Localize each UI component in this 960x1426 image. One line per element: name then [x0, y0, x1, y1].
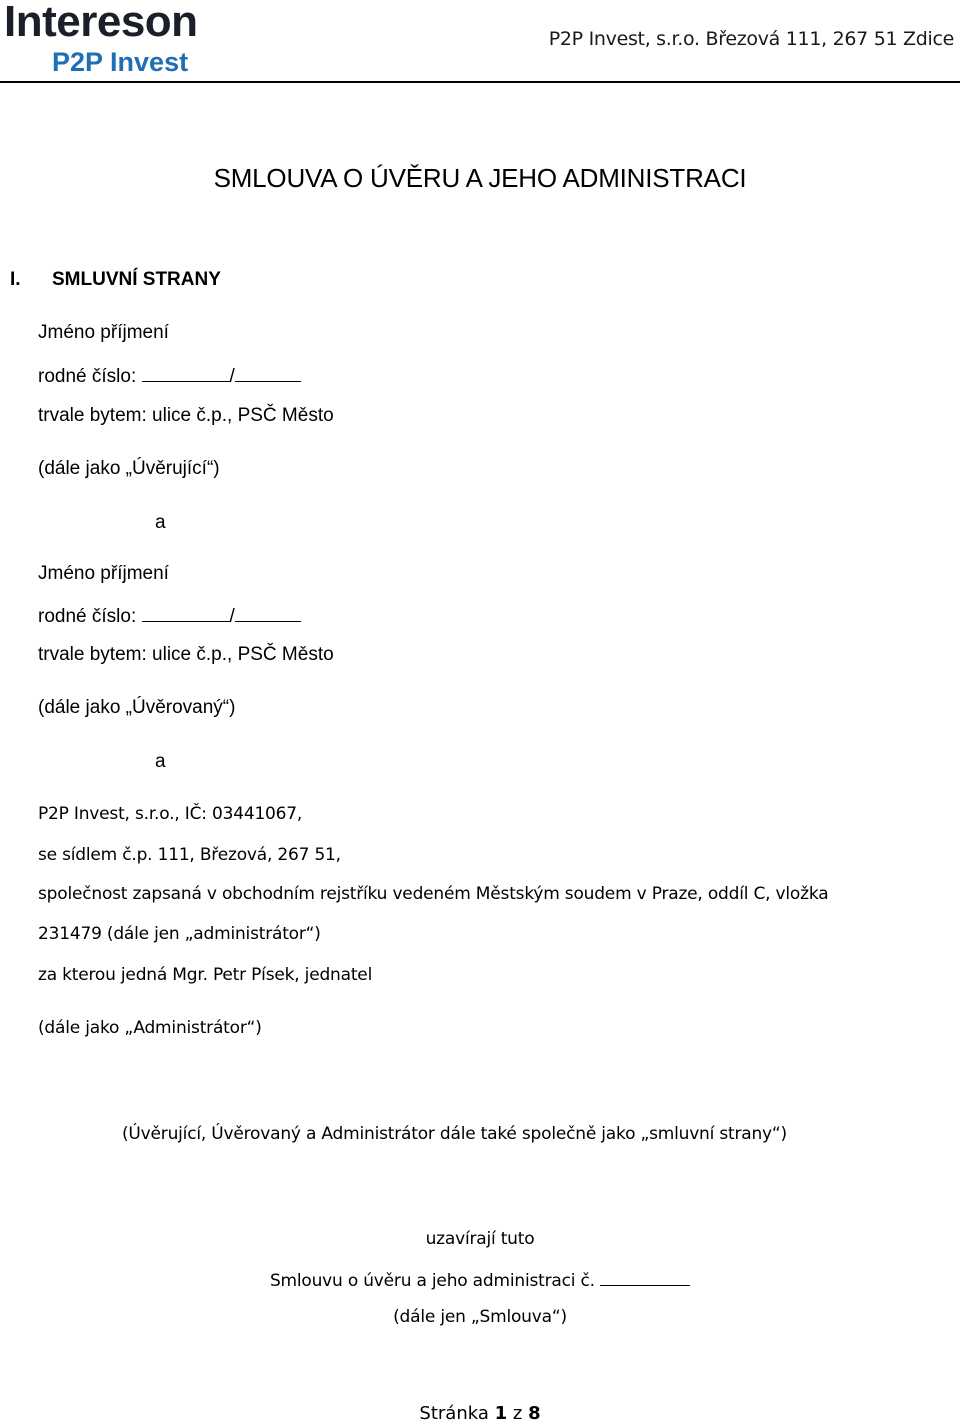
party2-birth-number [38, 604, 301, 628]
party2-name: Jméno příjmení [38, 563, 169, 584]
party3-register-line1: společnost zapsaná v obchodním rejstříku vedeném Městským soudem v Praze, oddíl C, vložka [38, 884, 829, 904]
party3-role: (dále jako „Administrátor“) [38, 1018, 262, 1038]
birth-number-slash: / [229, 606, 235, 627]
page-footer [0, 1403, 960, 1424]
party3-company: P2P Invest, s.r.o., IČ: 03441067, [38, 804, 303, 824]
party3-seat: se sídlem č.p. 111, Březová, 267 51, [38, 845, 341, 865]
header-divider [0, 81, 960, 83]
party2-address: trvale bytem: ulice č.p., PSČ Město [38, 644, 334, 665]
birth-number-label: rodné číslo: [38, 366, 137, 387]
party1-address: trvale bytem: ulice č.p., PSČ Město [38, 405, 334, 426]
logo-subtitle: P2P Invest [52, 47, 189, 77]
party1-birth-number [38, 364, 301, 388]
conjunction-and: a [155, 512, 166, 533]
contract-number-line [0, 1268, 960, 1291]
section-number: I. [10, 269, 21, 290]
birth-number-blank-1 [142, 604, 230, 622]
intereson-logo [4, 0, 276, 78]
contract-number-blank [600, 1268, 690, 1286]
page-label: Stránka [419, 1403, 489, 1424]
logo-wordmark: Intereson [4, 0, 198, 46]
conclude-text: uzavírají tuto [425, 1229, 535, 1249]
document-title: SMLOUVA O ÚVĚRU A JEHO ADMINISTRACI [213, 163, 747, 193]
contract-alias: (dále jen „Smlouva“) [393, 1307, 567, 1327]
birth-number-blank-2 [235, 604, 301, 622]
party2-role: (dále jako „Úvěrovaný“) [38, 697, 236, 718]
parties-collective: (Úvěrující, Úvěrovaný a Administrátor dále také společně jako „smluvní strany“) [122, 1124, 787, 1144]
birth-number-label: rodné číslo: [38, 606, 137, 627]
contract-line-text: Smlouvu o úvěru a jeho administraci č. [269, 1271, 595, 1291]
birth-number-blank-2 [235, 364, 301, 382]
page-total: 8 [528, 1403, 541, 1424]
party3-register-line2: 231479 (dále jen „administrátor“) [38, 924, 321, 944]
page-number: 1 [494, 1403, 508, 1424]
header-company-address: P2P Invest, s.r.o. Březová 111, 267 51 Zdice [548, 28, 954, 50]
party3-representative: za kterou jedná Mgr. Petr Písek, jednatel [38, 965, 373, 985]
birth-number-slash: / [229, 366, 235, 387]
party1-name: Jméno příjmení [38, 322, 169, 343]
party1-role: (dále jako „Úvěrující“) [38, 458, 220, 479]
section-title: SMLUVNÍ STRANY [52, 269, 221, 290]
of-label: z [512, 1403, 523, 1424]
birth-number-blank-1 [142, 364, 230, 382]
conjunction-and: a [155, 751, 166, 772]
